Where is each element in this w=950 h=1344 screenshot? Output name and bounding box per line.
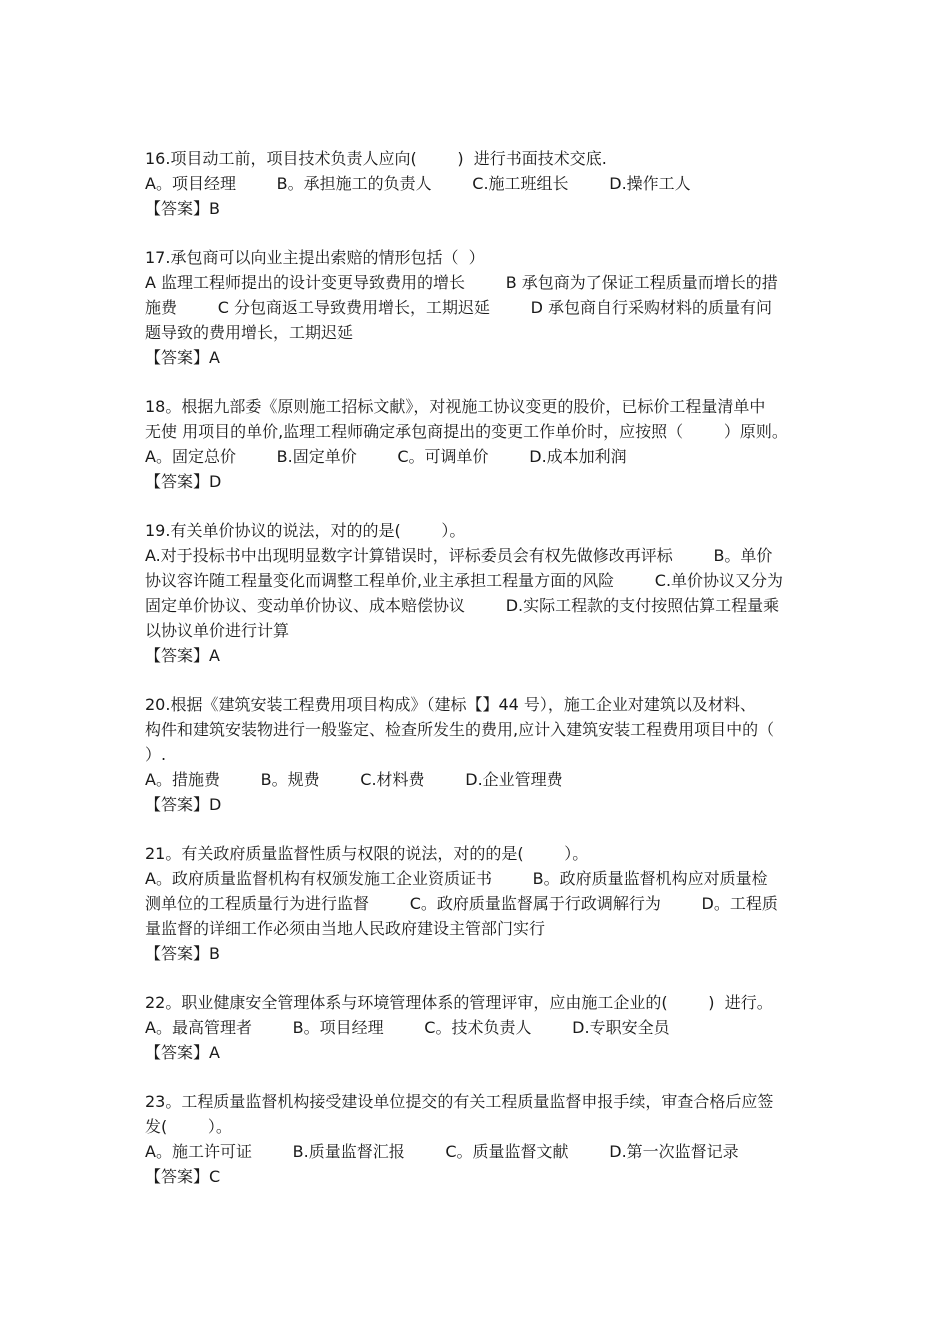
question-17	[145, 245, 810, 370]
document-page	[145, 146, 810, 1213]
question-line: A 监理工程师提出的设计变更导致费用的增长 B 承包商为了保证工程质量而增长的措	[145, 273, 778, 292]
question-line: 施费 C 分包商返工导致费用增长，工期迟延 D 承包商自行采购材料的质量有问	[145, 298, 773, 317]
question-line: 16.项目动工前，项目技术负责人应向( ) 进行书面技术交底.	[145, 149, 607, 168]
question-line: 22。职业健康安全管理体系与环境管理体系的管理评审，应由施工企业的( ) 进行。	[145, 993, 773, 1012]
question-line: 测单位的工程质量行为进行监督 C。政府质量监督属于行政调解行为 D。工程质	[145, 894, 778, 913]
question-18	[145, 394, 810, 494]
question-line: 题导致的费用增长，工期迟延	[145, 323, 354, 342]
question-line: 19.有关单价协议的说法，对的的是( ）。	[145, 521, 466, 540]
answer-label: 【答案】B	[145, 199, 220, 218]
question-20	[145, 692, 810, 817]
question-21	[145, 841, 810, 966]
question-line: 协议容许随工程量变化而调整工程单价,业主承担工程量方面的风险 C.单价协议又分为	[145, 571, 784, 590]
question-line: 构件和建筑安装物进行一般鉴定、检查所发生的费用,应计入建筑安装工程费用项目中的（	[145, 720, 775, 739]
question-options: A。施工许可证 B.质量监督汇报 C。质量监督文献 D.第一次监督记录	[145, 1142, 739, 1161]
question-line: 23。工程质量监督机构接受建设单位提交的有关工程质量监督申报手续，审查合格后应签	[145, 1092, 774, 1111]
answer-label: 【答案】C	[145, 1167, 221, 1186]
answer-label: 【答案】B	[145, 944, 220, 963]
answer-label: 【答案】D	[145, 472, 222, 491]
answer-label: 【答案】D	[145, 795, 222, 814]
answer-label: 【答案】A	[145, 646, 220, 665]
question-line: ）.	[145, 745, 167, 764]
question-line: 无使 用项目的单价,监理工程师确定承包商提出的变更工作单价时，应按照（ ）原则。	[145, 422, 788, 441]
question-line: A。政府质量监督机构有权颁发施工企业资质证书 B。政府质量监督机构应对质量检	[145, 869, 768, 888]
question-line: 21。有关政府质量监督性质与权限的说法，对的的是( ）。	[145, 844, 589, 863]
question-19	[145, 518, 810, 668]
question-line: 发( ）。	[145, 1117, 232, 1136]
question-line: 18。根据九部委《原则施工招标文献》，对视施工协议变更的股价，已标价工程量清单中	[145, 397, 766, 416]
question-options: A。措施费 B。规费 C.材料费 D.企业管理费	[145, 770, 563, 789]
answer-label: 【答案】A	[145, 348, 220, 367]
question-options: A。固定总价 B.固定单价 C。可调单价 D.成本加利润	[145, 447, 627, 466]
answer-label: 【答案】A	[145, 1043, 220, 1062]
question-line: 17.承包商可以向业主提出索赔的情形包括（ ）	[145, 248, 485, 267]
question-line: 以协议单价进行计算	[145, 621, 290, 640]
question-line: 20.根据《建筑安装工程费用项目构成》（建标【】44 号），施工企业对建筑以及材料、	[145, 695, 756, 714]
question-options: A。项目经理 B。承担施工的负责人 C.施工班组长 D.操作工人	[145, 174, 691, 193]
question-options: A。最高管理者 B。项目经理 C。技术负责人 D.专职安全员	[145, 1018, 670, 1037]
question-16	[145, 146, 810, 221]
question-line: 量监督的详细工作必须由当地人民政府建设主管部门实行	[145, 919, 546, 938]
question-22	[145, 990, 810, 1065]
question-23	[145, 1089, 810, 1189]
question-line: 固定单价协议、变动单价协议、成本赔偿协议 D.实际工程款的支付按照估算工程量乘	[145, 596, 780, 615]
question-line: A.对于投标书中出现明显数字计算错误时，评标委员会有权先做修改再评标 B。单价	[145, 546, 773, 565]
